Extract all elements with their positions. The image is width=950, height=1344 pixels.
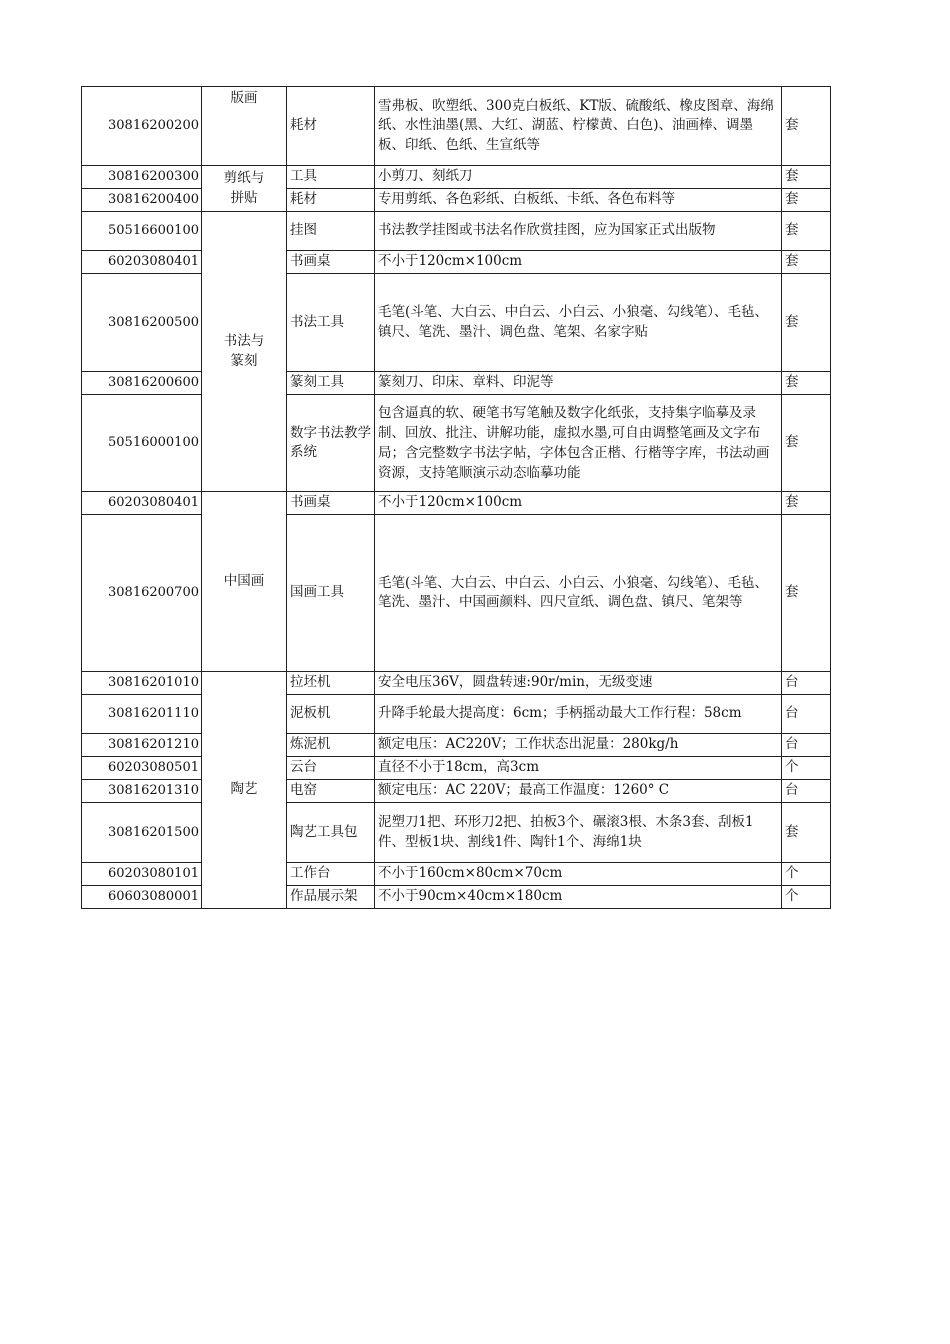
item-unit: 套 <box>782 515 831 672</box>
category-cell <box>202 212 287 492</box>
item-spec: 毛笔(斗笔、大白云、中白云、小白云、小狼毫、勾线笔）、毛毡、笔洗、墨汁、中国画颜料、四尺宣纸、调色盘、镇尺、笔架等 <box>375 515 782 672</box>
item-code: 30816201310 <box>82 780 202 803</box>
category-label: 篆刻 <box>230 352 258 369</box>
item-code: 30816200700 <box>82 515 202 672</box>
item-name: 陶艺工具包 <box>287 803 375 863</box>
category-cell <box>202 492 287 672</box>
item-code: 30816201500 <box>82 803 202 863</box>
item-unit: 台 <box>782 780 831 803</box>
item-code: 60203080401 <box>82 251 202 274</box>
table-row <box>82 395 831 492</box>
table-row <box>82 166 831 189</box>
item-spec: 不小于90cm×40cm×180cm <box>375 886 782 909</box>
item-code: 60203080401 <box>82 492 202 515</box>
item-spec: 包含逼真的软、硬笔书写笔触及数字化纸张，支持集字临摹及录制、回放、批注、讲解功能，虚拟水墨,可自由调整笔画及文字布局；含完整数字书法字帖，字体包含正楷、行楷等字库，书法动画资源，支持笔顺演示动态临摹功能 <box>375 395 782 492</box>
item-unit: 套 <box>782 87 831 166</box>
item-code: 30816200200 <box>82 87 202 166</box>
item-code: 30816200400 <box>82 189 202 212</box>
item-name: 炼泥机 <box>287 734 375 757</box>
table-row <box>82 87 831 166</box>
category-label: 剪纸与 <box>223 170 265 186</box>
item-unit: 个 <box>782 886 831 909</box>
table-row <box>82 780 831 803</box>
category-label: 书法与 <box>223 333 265 349</box>
item-code: 50516000100 <box>82 395 202 492</box>
item-spec: 篆刻刀、印床、章料、印泥等 <box>375 372 782 395</box>
table-row <box>82 515 831 672</box>
item-unit: 套 <box>782 274 831 372</box>
item-spec: 安全电压36V，圆盘转速:90r/min，无级变速 <box>375 672 782 695</box>
item-code: 30816200500 <box>82 274 202 372</box>
item-code: 50516600100 <box>82 212 202 251</box>
category-label: 版画 <box>230 90 258 106</box>
table-row <box>82 757 831 780</box>
item-unit: 套 <box>782 395 831 492</box>
table-row <box>82 212 831 251</box>
item-code: 60603080001 <box>82 886 202 909</box>
item-unit: 套 <box>782 492 831 515</box>
table-row <box>82 886 831 909</box>
item-name: 篆刻工具 <box>287 372 375 395</box>
item-name: 耗材 <box>287 189 375 212</box>
item-spec: 专用剪纸、各色彩纸、白板纸、卡纸、各色布料等 <box>375 189 782 212</box>
item-name: 耗材 <box>287 87 375 166</box>
item-spec: 升降手轮最大提高度：6cm；手柄摇动最大工作行程：58cm <box>375 695 782 734</box>
item-spec: 泥塑刀1把、环形刀2把、拍板3个、碾滚3根、木条3套、刮板1件、型板1块、割线1件、陶针1个、海绵1块 <box>375 803 782 863</box>
item-spec: 雪弗板、吹塑纸、300克白板纸、KT版、硫酸纸、橡皮图章、海绵纸、水性油墨(黑、大红、湖蓝、柠檬黄、白色)、油画棒、调墨板、印纸、色纸、生宣纸等 <box>375 87 782 166</box>
item-spec: 不小于120cm×100cm <box>375 492 782 515</box>
item-unit: 套 <box>782 189 831 212</box>
equipment-table <box>81 86 831 909</box>
item-name: 电窑 <box>287 780 375 803</box>
item-unit: 台 <box>782 695 831 734</box>
item-spec: 额定电压：AC 220V；最高工作温度：1260° C <box>375 780 782 803</box>
table-row <box>82 803 831 863</box>
item-code: 30816200300 <box>82 166 202 189</box>
item-unit: 台 <box>782 734 831 757</box>
equipment-table-sheet <box>81 86 830 909</box>
item-code: 60203080101 <box>82 863 202 886</box>
item-name: 泥板机 <box>287 695 375 734</box>
item-name: 书法工具 <box>287 274 375 372</box>
item-spec: 额定电压：AC220V；工作状态出泥量：280kg/h <box>375 734 782 757</box>
item-unit: 套 <box>782 212 831 251</box>
table-row <box>82 863 831 886</box>
item-name: 拉坯机 <box>287 672 375 695</box>
category-cell <box>202 672 287 909</box>
table-row <box>82 695 831 734</box>
item-unit: 套 <box>782 372 831 395</box>
category-cell <box>202 87 287 166</box>
category-label: 中国画 <box>223 572 265 589</box>
table-row <box>82 251 831 274</box>
category-cell <box>202 166 287 212</box>
item-spec: 毛笔(斗笔、大白云、中白云、小白云、小狼毫、勾线笔）、毛毡、镇尺、笔洗、墨汁、调色盘、笔架、名家字贴 <box>375 274 782 372</box>
item-unit: 套 <box>782 803 831 863</box>
item-name: 书画桌 <box>287 492 375 515</box>
item-unit: 台 <box>782 672 831 695</box>
item-name: 书画桌 <box>287 251 375 274</box>
item-name: 挂图 <box>287 212 375 251</box>
item-code: 30816201010 <box>82 672 202 695</box>
item-spec: 不小于160cm×80cm×70cm <box>375 863 782 886</box>
table-row <box>82 274 831 372</box>
item-name: 云台 <box>287 757 375 780</box>
item-name: 数字书法教学系统 <box>287 395 375 492</box>
item-unit: 套 <box>782 251 831 274</box>
item-name: 工具 <box>287 166 375 189</box>
item-code: 30816201110 <box>82 695 202 734</box>
item-spec: 不小于120cm×100cm <box>375 251 782 274</box>
item-name: 作品展示架 <box>287 886 375 909</box>
item-unit: 个 <box>782 757 831 780</box>
table-row <box>82 372 831 395</box>
item-code: 30816201210 <box>82 734 202 757</box>
item-unit: 套 <box>782 166 831 189</box>
item-name: 工作台 <box>287 863 375 886</box>
table-row <box>82 492 831 515</box>
table-row <box>82 189 831 212</box>
item-spec: 书法教学挂图或书法名作欣赏挂图，应为国家正式出版物 <box>375 212 782 251</box>
item-code: 60203080501 <box>82 757 202 780</box>
item-spec: 直径不小于18cm，高3cm <box>375 757 782 780</box>
item-unit: 个 <box>782 863 831 886</box>
item-name: 国画工具 <box>287 515 375 672</box>
category-label: 陶艺 <box>230 781 258 798</box>
category-label: 拼贴 <box>230 189 258 206</box>
table-row <box>82 734 831 757</box>
item-code: 30816200600 <box>82 372 202 395</box>
table-row <box>82 672 831 695</box>
item-spec: 小剪刀、刻纸刀 <box>375 166 782 189</box>
